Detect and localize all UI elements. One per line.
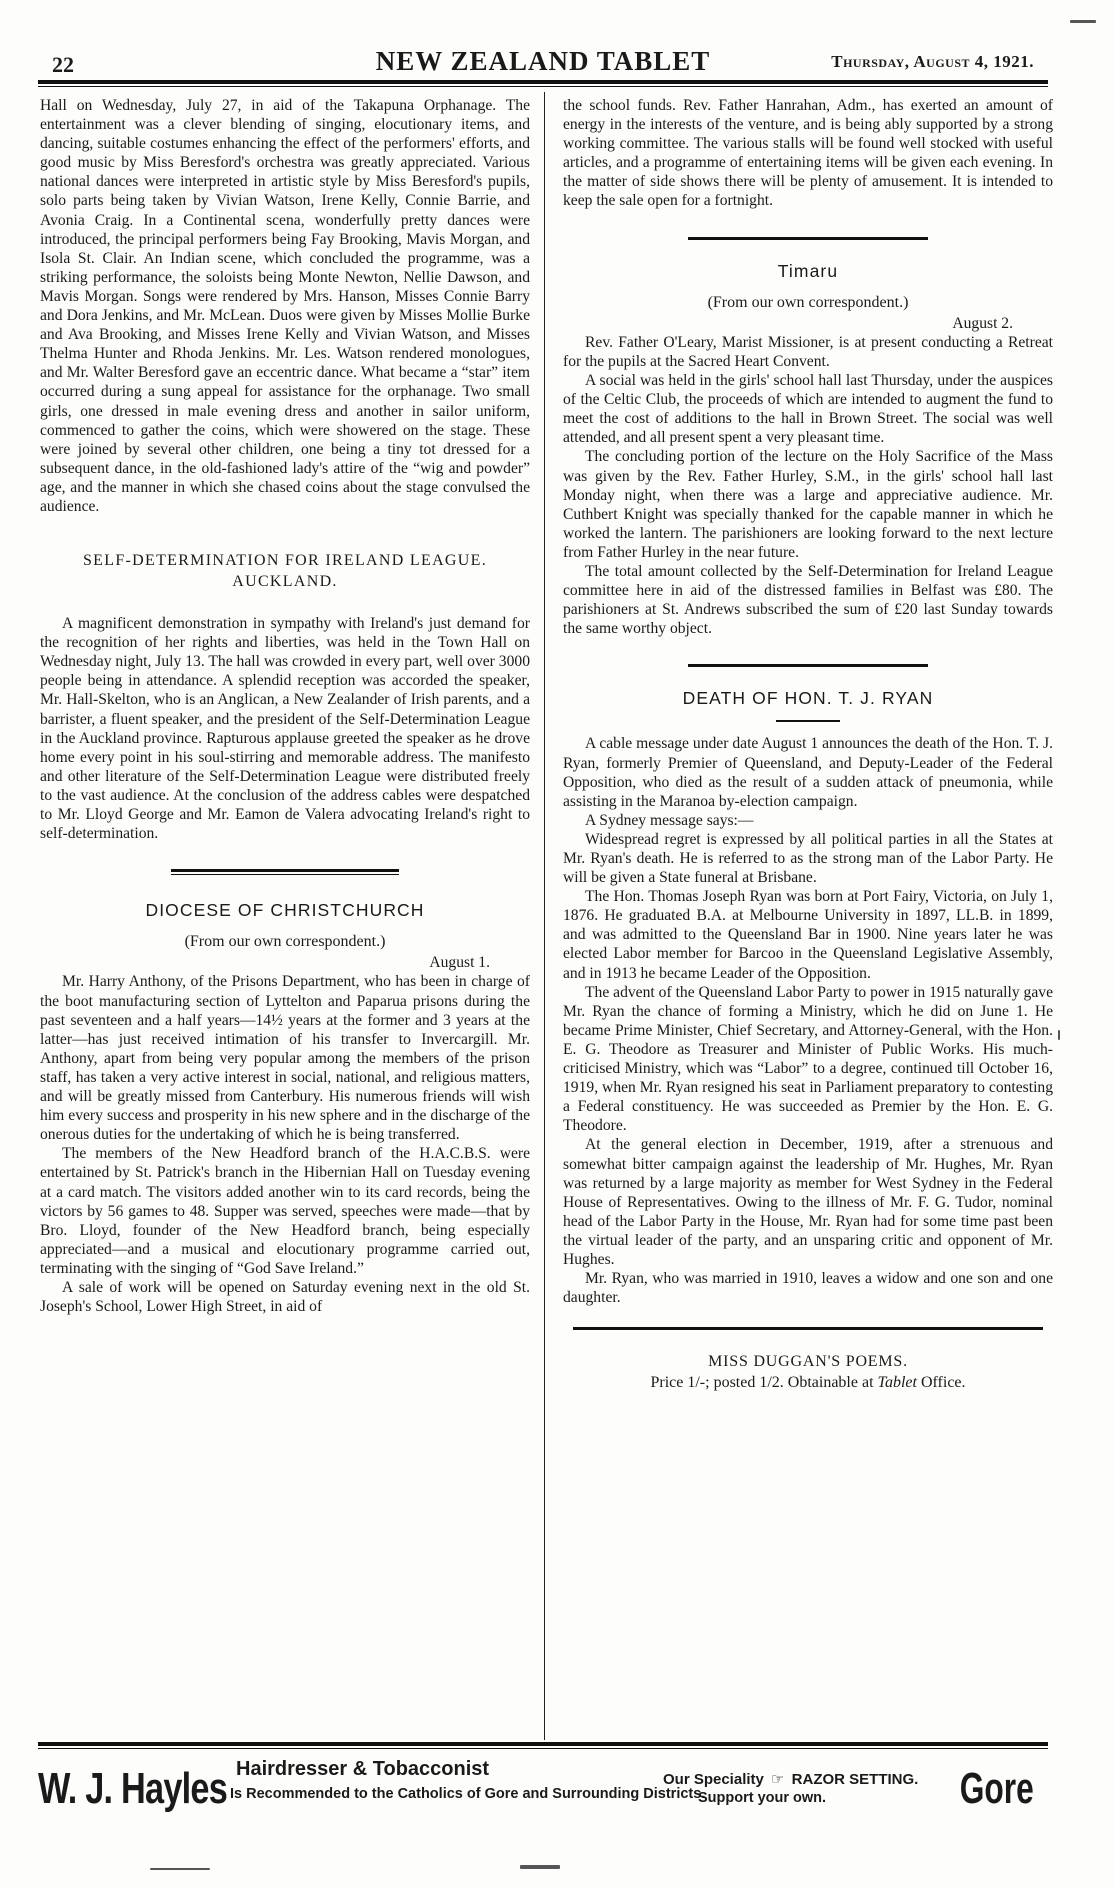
timaru-paragraph: A social was held in the girls' school hall last Thursday, under the auspices of the Celtic Club, the proceeds of which are intended to augment the fund to meet the cost of additions to the hall in Brown Street. The social was well attended, and all present spent a very pleasant time.: [563, 372, 1053, 447]
ryan-paragraph: Widespread regret is expressed by all political parties in all the States at Mr. Ryan's death. He is referred to as the strong man of the Labor Party. He will be given a State funeral at Brisbane.: [563, 830, 1053, 887]
footer-rule-thin: [38, 1748, 1048, 1749]
christchurch-paragraph: Mr. Harry Anthony, of the Prisons Department, who has been in charge of the boot manufacturing section of Lyttelton and Paparua prisons during the past seventeen and a half years—14½ years at the former and 3 years at the latter—has just received intimation of his transfer to Invercargill. Mr. Anthony, apart from being very popular among the members of the prison staff, has taken a very active interest in social, national, and religious matters, and will be greatly missed from Canterbury. His numerous friends will wish him every success and prosperity in his new sphere and in the discharge of the onerous duties for the undertaking of which he is being transferred.: [40, 973, 530, 1144]
print-speck: [1070, 20, 1096, 23]
advert-office-italic: Tablet: [877, 1374, 917, 1392]
advertiser-name: W. J. Hayles: [38, 1764, 228, 1813]
advert-office-tail: Office.: [920, 1374, 966, 1392]
ryan-paragraph: The advent of the Queensland Labor Party to power in 1915 naturally gave Mr. Ryan the chance of forming a Ministry, which he did on June 1. He became Prime Minister, Chief Secretary, and Attorney-General, with the Hon. E. G. Theodore as Treasurer and Minister of Public Works. His much-criticised Ministry, which was “Labor” to a degree, continued till October 16, 1919, when Mr. Ryan resigned his seat in Parliament preparatory to contesting a Federal constituency. He was succeeded as Premier by the Hon. E. G. Theodore.: [563, 983, 1053, 1135]
print-speck: [150, 1868, 210, 1870]
right-column: [563, 96, 1053, 1392]
timaru-date: August 2.: [952, 314, 1013, 332]
speciality-value: RAZOR SETTING.: [791, 1771, 919, 1788]
ryan-paragraph: A cable message under date August 1 announces the death of the Hon. T. J. Ryan, formerly Premier of Queensland, and Deputy-Leader of the Federal Opposition, who died as the result of a sudden attack of pneumonia, while assisting in the Maranoa by-election campaign.: [563, 735, 1053, 810]
sdi-heading-line1: SELF-DETERMINATION FOR IRELAND LEAGUE.: [82, 552, 488, 570]
timaru-paragraph: Rev. Father O'Leary, Marist Missioner, is at present conducting a Retreat for the pupils at the Sacred Heart Convent.: [563, 333, 1053, 370]
christchurch-paragraph: The members of the New Headford branch of the H.A.C.B.S. were entertained by St. Patrick's branch in the Hibernian Hall on Tuesday evening at a card match. The visitors added another win to its card records, being the victors by 56 games to 48. Supper was served, speeches were made—that by Bro. Lloyd, founder of the New Headford branch, being especially appreciated—and a musical and elocutionary programme carried out, terminating with the singing of “God Save Ireland.”: [40, 1145, 530, 1277]
heading-underline: [776, 720, 840, 722]
column-divider: [544, 92, 545, 1740]
print-speck: [520, 1865, 560, 1869]
advertiser-speciality: [663, 1770, 918, 1788]
masthead-title: NEW ZEALAND TABLET: [375, 46, 711, 76]
pointing-hand-icon: ☞: [771, 1771, 785, 1788]
advert-title: MISS DUGGAN'S POEMS.: [708, 1353, 908, 1371]
page-number: 22: [52, 52, 74, 77]
header-rule-thin: [38, 86, 1048, 87]
page-header: [38, 42, 1048, 76]
advertiser-trade: Hairdresser & Tobacconist: [236, 1758, 490, 1780]
ryan-paragraph: At the general election in December, 1919, after a strenuous and somewhat bitter campaign against the leadership of Mr. Hughes, Mr. Ryan was returned by a large majority as member for West Sydney in the Federal House of Representatives. Owing to the illness of Mr. F. G. Tudor, nominal head of the Labor Party in the House, Mr. Ryan had for some time past been the virtual leader of the party, and an unsparing critic and opponent of Mr. Hughes.: [563, 1136, 1053, 1268]
ryan-paragraph: Mr. Ryan, who was married in 1910, leaves a widow and one son and one daughter.: [563, 1270, 1053, 1307]
issue-date: Thursday, August 4, 1921.: [831, 52, 1034, 71]
ryan-paragraph: A Sydney message says:—: [585, 811, 754, 829]
advertiser-recommend: Is Recommended to the Catholics of Gore and Surrounding Districts.: [230, 1786, 706, 1802]
timaru-paragraph: The concluding portion of the lecture on the Holy Sacrifice of the Mass was given by the Rev. Father Hurley, S.M., in the girls' school hall last Monday night, when there was a large and appreciative audience. Mr. Cuthbert Knight was specially thanked for the capable manner in which he worked the lantern. The parishioners are looking forward to the next lecture from Father Hurley in the near future.: [563, 448, 1053, 561]
sdi-article-text: A magnificent demonstration in sympathy with Ireland's just demand for the recognition of her rights and liberties, was held in the Town Hall on Wednesday night, July 13. The hall was crowded in every part, well over 3000 people being in attendance. A splendid reception was accorded the speaker, Mr. Hall-Skelton, who is an Anglican, a New Zealander of Irish parents, and a barrister, a fluent speaker, and the president of the Self-Determination League in the Auckland province. Rapturous applause greeted the speaker as he drove home every point in his soul-stirring and memorable address. The manifesto and other literature of the Self-Determination League were distributed freely to the vast audience. At the conclusion of the address cables were despatched to Mr. Lloyd George and Mr. Eamon de Valera advocating Ireland's right to self-determination.: [40, 615, 530, 843]
timaru-heading: Timaru: [777, 260, 839, 281]
advert-price-text: Price 1/-; posted 1/2. Obtainable at: [650, 1374, 874, 1392]
section-rule: [688, 237, 928, 240]
ryan-heading: DEATH OF HON. T. J. RYAN: [682, 688, 934, 709]
timaru-correspondent: (From our own correspondent.): [707, 293, 909, 311]
section-rule: [688, 664, 928, 667]
advert-price: [563, 1373, 1053, 1392]
christchurch-heading: DIOCESE OF CHRISTCHURCH: [145, 900, 425, 921]
footer-rule: [38, 1742, 1048, 1746]
advert-rule: [573, 1327, 1043, 1330]
advertiser-town: Gore: [960, 1764, 1034, 1813]
timaru-paragraph: The total amount collected by the Self-Determination for Ireland League committee here in aid of the distressed families in Belfast was £80. The parishioners at St. Andrews subscribed the sum of £20 last Sunday towards the same worthy object.: [563, 562, 1053, 638]
christchurch-date: August 1.: [429, 954, 490, 972]
sdi-heading: [40, 550, 530, 592]
christchurch-correspondent: (From our own correspondent.): [184, 933, 386, 951]
print-speck: [1058, 1030, 1060, 1040]
footer-advert: [38, 1756, 1048, 1828]
poems-advert: [563, 1327, 1053, 1392]
takapuna-article-text: Hall on Wednesday, July 27, in aid of the Takapuna Orphanage. The entertainment was a clever blending of singing, elocutionary items, and dancing, suitable costumes enhancing the effect of the performers' efforts, and good music by Miss Beresford's orchestra was greatly appreciated. Various national dances were interpreted in artistic style by Miss Beresford's pupils, solo parts being taken by Vivian Watson, Irene Kelly, Connie Barrie, and Avonia Craig. In a Continental scena, wonderfully pretty dances were introduced, the principal performers being Fay Brooking, Mavis Morgan, and Isola St. Clair. An Indian scene, which concluded the programme, was a striking performance, the soloists being Monte Newton, Nellie Dawson, and Mavis Morgan. Songs were rendered by Mrs. Hanson, Misses Connie Barry and Dora Jenkins, and Mr. McLean. Duos were given by Misses Mollie Burke and Ava Brooking, and Misses Irene Kelly and Vivian Watson, and Misses Thelma Hunter and Rhoda Jenkins. Mr. Les. Watson rendered monologues, and Mr. Walter Beresford gave an eccentric dance. What became a “star” item occurred during a sung appeal for assistance for the orphanage. Two small girls, one dressed in male evening dress and another in sailor uniform, commenced to gather the coins, which were showered on the stage. These were joined by several other children, one being a tiny tot dressed for a subsequent dance, in the old-fashioned lady's attire of the “wig and powder” age, and the manner in which she chased coins about the stage convulsed the audience.: [40, 97, 530, 515]
speciality-label: Our Speciality: [663, 1771, 764, 1788]
sale-article-text: the school funds. Rev. Father Hanrahan, Adm., has exerted an amount of energy in the interests of the venture, and is being ably supported by a strong working committee. The various stalls will be found well stocked with useful articles, and a programme of entertaining items will be given each evening. In the matter of side shows there will be plenty of amusement. It is intended to keep the sale open for a fortnight.: [563, 97, 1053, 210]
ryan-paragraph: The Hon. Thomas Joseph Ryan was born at Port Fairy, Victoria, on July 1, 1876. He graduated B.A. at Melbourne University in 1897, LL.B. in 1899, and was admitted to the Queensland Bar in 1900. Nine years later he was elected Labor member for Barcoo in the Queensland Legislative Assembly, and in 1913 he became Leader of the Opposition.: [563, 888, 1053, 982]
header-rule: [38, 80, 1048, 84]
advertiser-support: Support your own.: [698, 1790, 827, 1806]
left-column: [40, 96, 530, 1316]
sdi-heading-line2: AUCKLAND.: [232, 573, 338, 591]
christchurch-paragraph: A sale of work will be opened on Saturday evening next in the old St. Joseph's School, Lower High Street, in aid of: [40, 1278, 530, 1316]
section-rule: [171, 869, 399, 875]
